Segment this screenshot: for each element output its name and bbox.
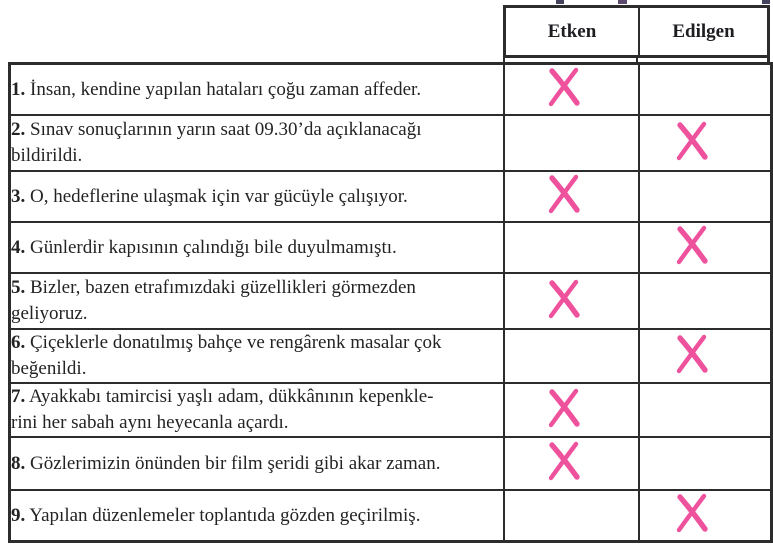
table-row xyxy=(10,490,772,542)
etken-cell xyxy=(504,171,639,222)
x-mark-icon xyxy=(672,119,712,163)
x-mark-icon xyxy=(672,332,712,376)
table-row xyxy=(10,64,772,116)
sentence-cell xyxy=(10,273,504,329)
sentence-cell xyxy=(10,171,504,222)
edilgen-cell xyxy=(639,329,772,383)
page-crop-artifact xyxy=(556,0,564,4)
sentence-number: 4. xyxy=(11,236,26,258)
sentence-number: 8. xyxy=(11,452,26,474)
edilgen-cell xyxy=(639,222,772,273)
etken-cell xyxy=(504,64,639,116)
edilgen-cell xyxy=(639,437,772,490)
sentence-text-line2: geliyoruz. xyxy=(11,303,88,324)
sentence-number: 3. xyxy=(11,185,26,207)
x-mark-icon xyxy=(544,277,584,321)
table-row xyxy=(10,383,772,437)
sentence-text: Gözlerimizin önünden bir film şeridi gibi akar zaman. xyxy=(30,452,441,474)
edilgen-cell xyxy=(639,115,772,171)
edilgen-cell xyxy=(639,383,772,437)
sentence-cell xyxy=(10,329,504,383)
table-row xyxy=(10,329,772,383)
x-mark-icon xyxy=(672,491,712,535)
x-mark-icon xyxy=(544,172,584,216)
table-body xyxy=(10,64,772,542)
sentence-cell xyxy=(10,490,504,542)
sentence-cell xyxy=(10,437,504,490)
etken-cell xyxy=(504,115,639,171)
edilgen-cell xyxy=(639,490,772,542)
sentence-text-line2: beğenildi. xyxy=(11,358,87,379)
table-row xyxy=(10,115,772,171)
sentence-number: 6. xyxy=(11,332,26,353)
x-mark-icon xyxy=(544,439,584,483)
sentence-text: İnsan, kendine yapılan hataları çoğu zaman affeder. xyxy=(30,78,422,100)
voice-table-header xyxy=(503,5,770,58)
sentence-text: Bizler, bazen etrafımızdaki güzellikleri görmezden xyxy=(30,277,416,298)
sentence-text-line2: bildirildi. xyxy=(11,145,83,166)
sentence-cell xyxy=(10,222,504,273)
table-row xyxy=(10,437,772,490)
table-row xyxy=(10,273,772,329)
sentence-text: Çiçeklerle donatılmış bahçe ve rengârenk masalar çok xyxy=(30,332,442,353)
x-mark-icon xyxy=(544,65,584,109)
sentence-text: Ayakkabı tamircisi yaşlı adam, dükkânının kepenkle- xyxy=(28,386,434,407)
edilgen-cell xyxy=(639,273,772,329)
sentence-text: Yapılan düzenlemeler toplantıda gözden geçirilmiş. xyxy=(29,504,421,526)
sentence-text-line2: rini her sabah aynı heyecanla açardı. xyxy=(11,412,289,433)
etken-cell xyxy=(504,222,639,273)
column-header-etken: Etken xyxy=(506,8,640,55)
etken-cell xyxy=(504,329,639,383)
sentence-number: 7. xyxy=(11,386,26,407)
etken-cell xyxy=(504,383,639,437)
x-mark-icon xyxy=(672,223,712,267)
table-row xyxy=(10,222,772,273)
sentence-number: 2. xyxy=(11,119,26,140)
sentence-number: 1. xyxy=(11,78,26,100)
sentence-cell xyxy=(10,115,504,171)
etken-cell xyxy=(504,437,639,490)
voice-exercise-table xyxy=(8,62,773,543)
etken-cell xyxy=(504,490,639,542)
column-header-edilgen: Edilgen xyxy=(672,20,735,42)
table-row xyxy=(10,171,772,222)
sentence-text: Günlerdir kapısının çalındığı bile duyulmamıştı. xyxy=(30,236,397,258)
edilgen-cell xyxy=(639,171,772,222)
edilgen-cell xyxy=(639,64,772,116)
sentence-number: 5. xyxy=(11,277,26,298)
sentence-text: O, hedeflerine ulaşmak için var gücüyle çalışıyor. xyxy=(30,185,408,207)
etken-cell xyxy=(504,273,639,329)
sentence-cell xyxy=(10,383,504,437)
page-crop-artifact xyxy=(618,0,627,4)
x-mark-icon xyxy=(544,386,584,430)
sentence-cell xyxy=(10,64,504,116)
sentence-text: Sınav sonuçlarının yarın saat 09.30’da açıklanacağı xyxy=(30,119,422,140)
page-crop-artifact xyxy=(762,0,770,4)
sentence-number: 9. xyxy=(11,504,26,526)
